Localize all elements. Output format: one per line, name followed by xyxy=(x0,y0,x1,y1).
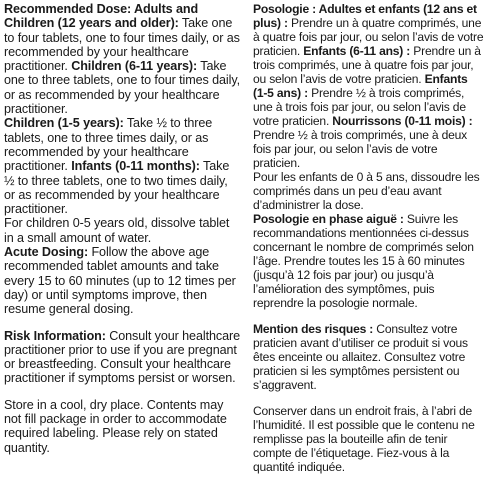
dose-adults-text: Take one to four tablets, one to four times daily, or as recommended by your healthcare practitioner. xyxy=(4,16,240,74)
acute-paragraph xyxy=(4,245,241,316)
dose-heading: Recommended Dose: Adults and Children (12 years and older): xyxy=(4,2,199,31)
infants-text: Take ½ to three tablets, one to two times daily, or as recommended by your healthcare practitioner. xyxy=(4,159,230,217)
enfants-6-11-text: Prendre un à trois comprimés, une à quatre fois par jour, ou selon l’avis de votre praticien. xyxy=(253,44,481,86)
enfants-6-11-label: Enfants (6-11 ans) : xyxy=(303,44,411,58)
posologie-text: Prendre un à quatre comprimés, une à quatre fois par jour, ou selon l’avis de votre praticien. xyxy=(253,16,484,58)
nourrissons-label: Nourrissons (0-11 mois) : xyxy=(332,114,473,128)
risques-label: Mention des risques : xyxy=(253,322,374,336)
enfants-1-5-label: Enfants (1-5 ans) : xyxy=(253,72,468,100)
enfants-1-5-text: Prendre ½ à trois comprimés, une à trois fois par jour, ou selon l’avis de votre praticien. xyxy=(253,86,466,128)
risques-paragraph xyxy=(253,322,484,392)
dose-paragraph xyxy=(4,2,241,116)
dissoudre-paragraph: Pour les enfants de 0 à 5 ans, dissoudre les comprimés dans un peu d’eau avant d’administrer la dose. xyxy=(253,170,480,212)
phase-paragraph xyxy=(253,212,484,310)
conserver-paragraph: Conserver dans un endroit frais, à l’abri de l’humidité. Il est possible que le contenu ne remplisse pas la bouteille afin de tenir compte de l’étiquetage. Fiez-vous à la quantité indiquée. xyxy=(253,404,475,474)
risk-text: Consult your healthcare practitioner prior to use if you are pregnant or breastfeeding. Consult your healthcare practitioner if symptoms persist or worsen. xyxy=(4,328,240,386)
infants-label: Infants (0-11 months): xyxy=(71,159,200,174)
nourrissons-text: Prendre ½ à trois comprimés, une à deux fois par jour, ou selon l’avis de votre praticien. xyxy=(253,128,468,170)
dissolve-paragraph: For children 0-5 years old, dissolve tablet in a small amount of water. xyxy=(4,216,230,245)
children-6-11-label: Children (6-11 years): xyxy=(71,59,198,74)
risques-text: Consultez votre praticien avant d’utiliser ce produit si vous êtes enceinte ou allaitez. Consultez votre praticien si les symptômes persistent ou s’aggravent. xyxy=(253,322,468,392)
posologie-paragraph xyxy=(253,2,484,170)
children-6-11-text: Take one to three tablets, one to four times daily, or as recommended by your healthcare practitioner. xyxy=(4,59,240,117)
phase-text: Suivre les recommandations mentionnées ci-dessus concernant le nombre de comprimés selon l’âge. Prendre toutes les 15 à 60 minutes (jusqu’à 12 fois par jour) ou jusqu’à l’amélioration des symptômes, puis reprendre la posologie normale. xyxy=(253,212,474,310)
french-column xyxy=(253,2,484,474)
children-1-5-text: Take ½ to three tablets, one to three times daily, or as recommended by your healthcare practitioner. xyxy=(4,116,213,174)
acute-text: Follow the above age recommended tablet amounts and take every 15 to 60 minutes (up to 12 times per day) or until symptoms improve, then resume general dosing. xyxy=(4,245,236,317)
column-divider xyxy=(245,0,246,492)
children-1-5-paragraph xyxy=(4,116,241,216)
children-1-5-label: Children (1-5 years): xyxy=(4,116,124,131)
risk-label: Risk Information: xyxy=(4,328,106,343)
acute-label: Acute Dosing: xyxy=(4,245,89,260)
phase-label: Posologie en phase aiguë : xyxy=(253,212,404,226)
posologie-label: Posologie : Adultes et enfants (12 ans et plus) : xyxy=(253,2,477,30)
storage-paragraph: Store in a cool, dry place. Contents may not fill package in order to accommodate required labeling. Please rely on stated quantity. xyxy=(4,397,227,455)
risk-paragraph xyxy=(4,329,241,386)
english-column xyxy=(4,2,241,455)
